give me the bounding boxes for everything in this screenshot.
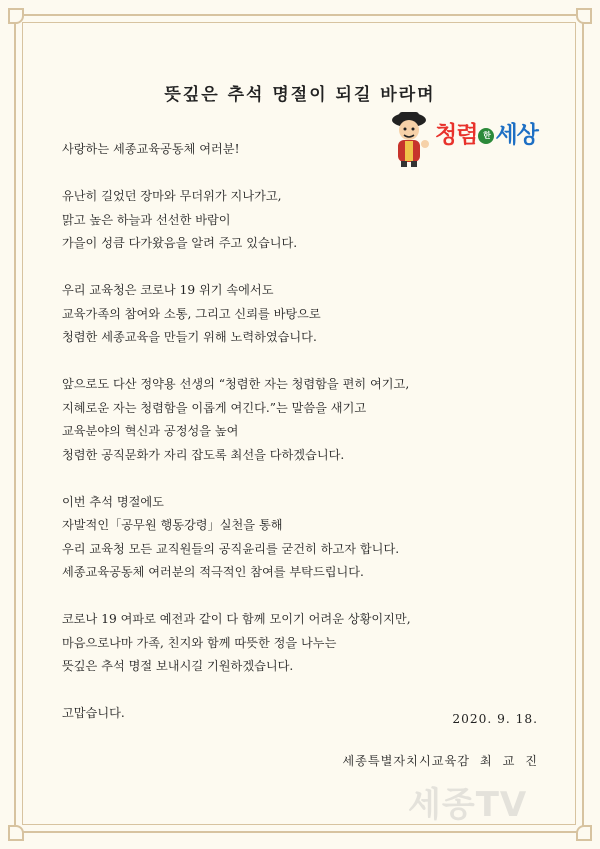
letter-line: 앞으로도 다산 정약용 선생의 “청렴한 자는 청렴함을 편히 여기고, <box>62 377 410 391</box>
letter-line: 세종교육공동체 여러분의 적극적인 참여를 부탁드립니다. <box>62 565 364 579</box>
letter-line: 고맙습니다. <box>62 706 125 720</box>
letter-line: 가을이 성큼 다가왔음을 알려 주고 있습니다. <box>62 236 298 250</box>
letter-line: 맑고 높은 하늘과 선선한 바람이 <box>62 212 231 227</box>
greeting: 사랑하는 세종교육공동체 여러분! <box>62 142 240 156</box>
letter-line: 코로나 19 여파로 예전과 같이 다 함께 모이기 어려운 상황이지만, <box>62 612 411 626</box>
letter-line: 뜻깊은 추석 명절 보내시길 기원하겠습니다. <box>62 659 294 673</box>
letter-line: 청렴한 세종교육을 만들기 위해 노력하였습니다. <box>62 330 317 344</box>
letter-title: 뜻깊은 추석 명절이 되길 바라며 <box>164 85 436 105</box>
letter-line: 우리 교육청은 코로나 19 위기 속에서도 <box>62 283 274 297</box>
corner-ornament <box>8 8 24 24</box>
corner-ornament <box>8 825 24 841</box>
corner-ornament <box>576 8 592 24</box>
watermark: 세종TV <box>408 785 528 825</box>
letter-line: 이번 추석 명절에도 <box>62 494 164 509</box>
logo-wordmark: 청렴 한 세상 <box>435 122 538 148</box>
letter-line: 청렴한 공직문화가 자리 잡도록 최선을 다하겠습니다. <box>62 447 345 462</box>
letter-line: 교육가족의 참여와 소통, 그리고 신뢰를 바탕으로 <box>62 306 321 321</box>
paragraphs <box>62 185 542 726</box>
letter-line: 마음으로나마 가족, 친지와 함께 따뜻한 정을 나누는 <box>62 635 337 650</box>
letter-line: 교육분야의 혁신과 공정성을 높여 <box>62 424 239 438</box>
corner-ornament <box>576 825 592 841</box>
signature-name: 세종특별자치시교육감 최 교 진 <box>342 754 538 768</box>
letter-body <box>62 138 542 726</box>
letter-line: 지혜로운 자는 청렴함을 이롭게 여긴다.”는 말씀을 새기고 <box>62 400 367 415</box>
letter-line: 우리 교육청 모든 교직원들의 공직윤리를 굳건히 하고자 합니다. <box>62 541 400 556</box>
letter-line: 유난히 길었던 장마와 무더위가 지나가고, <box>62 189 282 203</box>
signature-date: 2020. 9. 18. <box>452 712 538 726</box>
letter-line: 자발적인「공무원 행동강령」실천을 통해 <box>62 518 283 532</box>
